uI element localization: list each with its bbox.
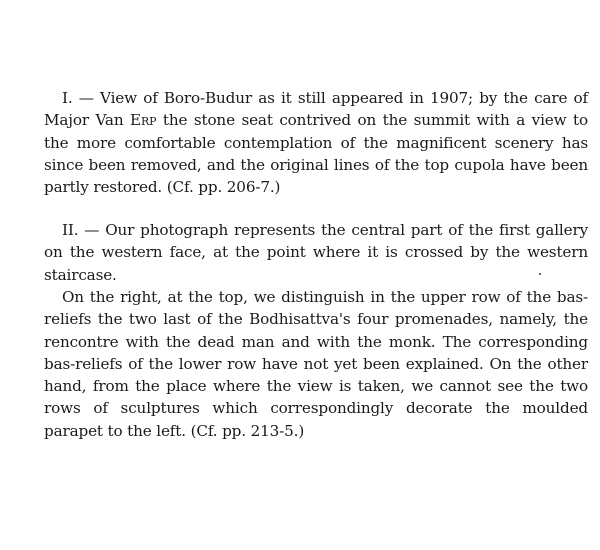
caption-paragraph-1 [44, 87, 588, 198]
caption-paragraph-3: On the right, at the top, we distinguish in the upper row of the bas-reliefs the two last of the Bodhisattva's four promenades, namely, the rencontre with the dead man and with the monk. The corresponding bas-reliefs of the lower row have not yet been explained. On the other hand, from the place where the view is taken, we cannot see the two rows of sculptures which correspondingly decorate the moulded parapet to the left. (Cf. pp. 213-5.) [44, 288, 588, 440]
caption-paragraph-2: II. — Our photograph represents the central part of the first gallery on the western face, at the point where it is crossed by the western staircase. [44, 221, 588, 284]
caption-name-small-caps: Erp [130, 111, 157, 130]
caption-text-1b: the stone seat contrived on the summit with a view to the more comfortable contemplation of the magnificent scenery has since been removed, and the original lines of the top cupola have been partly restored. (Cf. pp. 206-7.) [44, 111, 588, 197]
ink-speck [539, 273, 541, 275]
caption-text-1a: I. — View of Boro-Budur as it still appeared in 1907; by the care of Major Van [44, 89, 588, 130]
